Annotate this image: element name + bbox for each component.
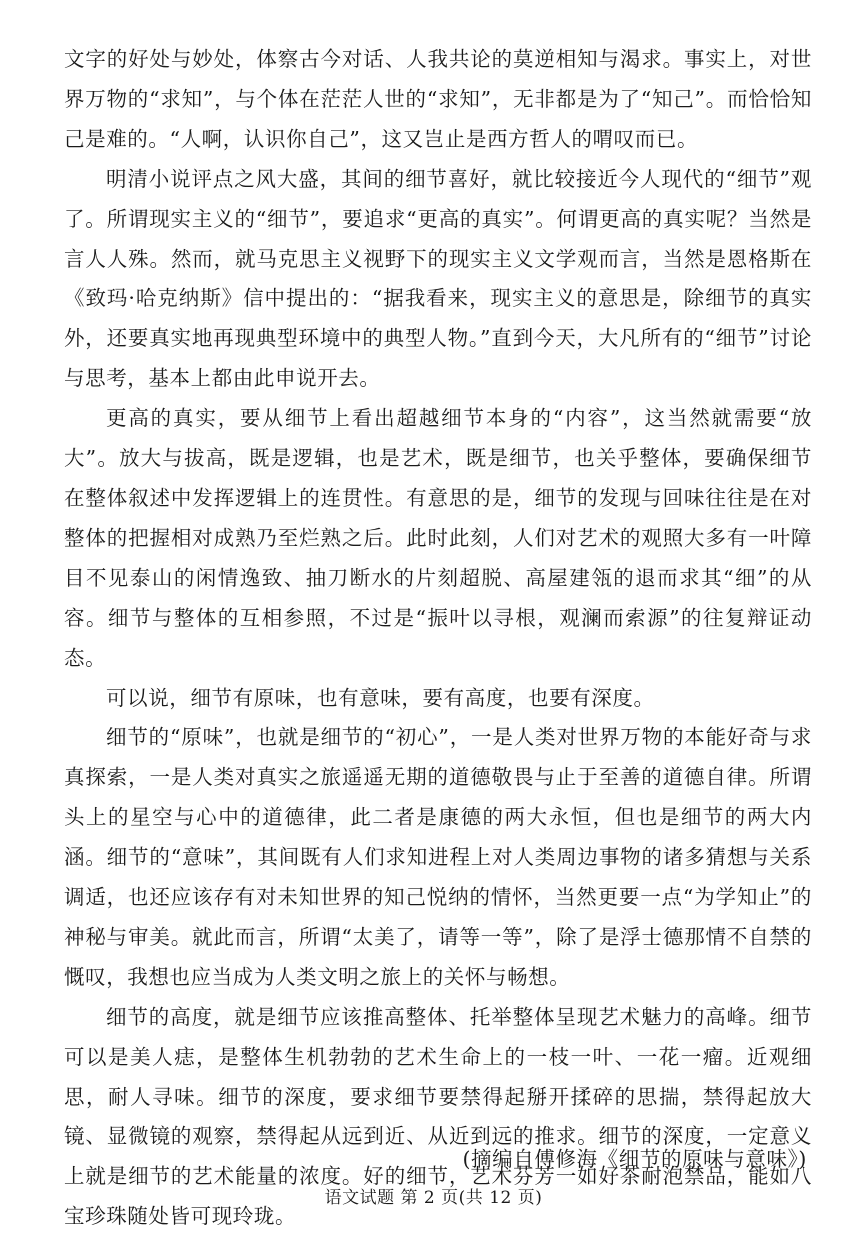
paragraph-3: 更高的真实，要从细节上看出超越细节本身的“内容”，这当然就需要“放大”。放大与拔高，既是逻辑，也是艺术，既是细节，也关乎整体，要确保细节在整体叙述中发挥逻辑上的连贯性。有意思的是，细节的发现与回味往往是在对整体的把握相对成熟乃至烂熟之后。此时此刻，人们对艺术的观照大多有一叶障目不见泰山的闲情逸致、抽刀断水的片刻超脱、高屋建瓴的退而求其“细”的从容。细节与整体的互相参照，不过是“振叶以寻根，观澜而索源”的往复辩证动态。 bbox=[64, 406, 812, 670]
paragraph-6: 细节的高度，就是细节应该推高整体、托举整体呈现艺术魅力的高峰。细节可以是美人痣，是整体生机勃勃的艺术生命上的一枝一叶、一花一瘤。近观细思，耐人寻味。细节的深度，要求细节要禁得起掰开揉碎的思揣，禁得起放大镜、显微镜的观察，禁得起从远到近、从近到远的推求。细节的深度，一定意义上就是细节的艺术能量的浓度。好的细节，艺术芬芳一如好茶耐泡禁品，能如八宝珍珠随处皆可现玲珑。 bbox=[64, 1004, 812, 1229]
article-body bbox=[64, 40, 812, 1237]
article-source-citation: (摘编自傅修海《细节的原味与意味》) bbox=[462, 1147, 807, 1171]
paragraph-1: 文字的好处与妙处，体察古今对话、人我共论的莫逆相知与渴求。事实上，对世界万物的“求知”，与个体在茫茫人世的“求知”，无非都是为了“知己”。而恰恰知己是难的。“人啊，认识你自己”，这又岂止是西方哲人的喟叹而已。 bbox=[64, 47, 812, 151]
paragraph-4: 可以说，细节有原味，也有意味，要有高度，也要有深度。 bbox=[106, 685, 655, 710]
paragraph-5: 细节的“原味”，也就是细节的“初心”，一是人类对世界万物的本能好奇与求真探索，一是人类对真实之旅遥遥无期的道德敬畏与止于至善的道德自律。所谓头上的星空与心中的道德律，此二者是康德的两大永恒，但也是细节的两大内涵。细节的“意味”，其间既有人们求知进程上对人类周边事物的诸多猜想与关系调适，也还应该存有对未知世界的知己悦纳的情怀，当然更要一点“为学知止”的神秘与审美。就此而言，所谓“太美了，请等一等”，除了是浮士德那情不自禁的慨叹，我想也应当成为人类文明之旅上的关怀与畅想。 bbox=[64, 725, 812, 989]
paragraph-2: 明清小说评点之风大盛，其间的细节喜好，就比较接近今人现代的“细节”观了。所谓现实主义的“细节”，要追求“更高的真实”。何谓更高的真实呢？当然是言人人殊。然而，就马克思主义视野下的现实主义文学观而言，当然是恩格斯在《致玛·哈克纳斯》信中提出的：“据我看来，现实主义的意思是，除细节的真实外，还要真实地再现典型环境中的典型人物。”直到今天，大凡所有的“细节”讨论与思考，基本上都由此申说开去。 bbox=[64, 166, 812, 391]
page-footer: 语文试题 第 2 页(共 12 页) bbox=[324, 1188, 543, 1208]
